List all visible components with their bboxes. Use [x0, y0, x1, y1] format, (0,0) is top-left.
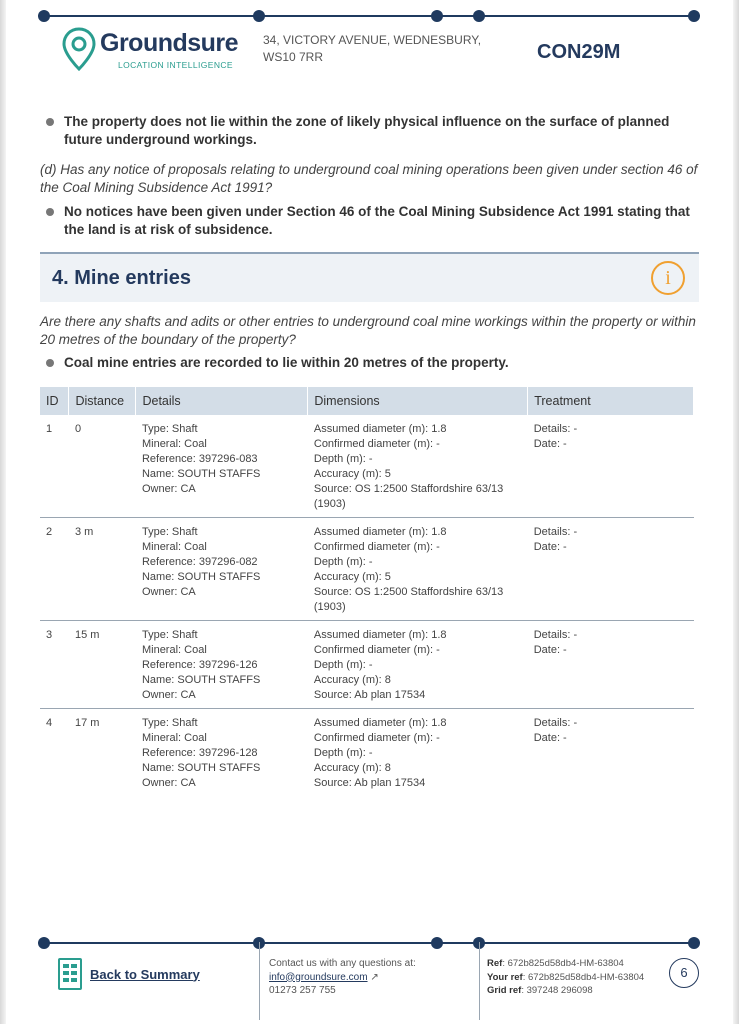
- external-link-icon: ↗: [370, 971, 379, 983]
- header-timeline: [44, 9, 694, 23]
- detail-line: Reference: 397296-128: [141, 747, 258, 759]
- dimension-line: Confirmed diameter (m): -: [313, 644, 440, 656]
- detail-line: Reference: 397296-083: [141, 453, 258, 465]
- cell-distance: 3 m: [69, 518, 136, 621]
- grid-ref-label: Grid ref: [487, 985, 522, 996]
- page-number: 6: [669, 958, 699, 988]
- contact-info: [269, 957, 469, 998]
- cell-id: 4: [46, 717, 53, 729]
- cell-treatment: [528, 415, 694, 518]
- your-ref-value: : 672b825d58db4-HM-63804: [522, 971, 645, 983]
- your-ref-label: Your ref: [487, 971, 523, 983]
- cell-details: [136, 518, 308, 621]
- dimension-line: Depth (m): -: [313, 453, 373, 465]
- page-edge-left: [0, 0, 6, 1024]
- dimension-line: Assumed diameter (m): 1.8: [313, 526, 447, 538]
- bullet-entries-recorded: Coal mine entries are recorded to lie within 20 metres of the property.: [64, 354, 694, 372]
- back-to-summary-label: Back to Summary: [90, 966, 200, 982]
- treatment-line: Date: -: [533, 644, 567, 656]
- treatment-line: Details: -: [533, 717, 578, 729]
- cell-dimensions: [308, 621, 528, 709]
- footer-timeline: [44, 936, 694, 950]
- logo-tagline: LOCATION INTELLIGENCE: [118, 60, 233, 70]
- property-address: [263, 32, 493, 66]
- section-title: 4. Mine entries: [52, 267, 191, 289]
- detail-line: Type: Shaft: [141, 717, 198, 729]
- mine-entries-table: [40, 387, 694, 796]
- dimension-line: Accuracy (m): 8: [313, 674, 391, 686]
- section-header-mine-entries: [40, 252, 699, 302]
- dimension-line: Accuracy (m): 8: [313, 762, 391, 774]
- detail-line: Name: SOUTH STAFFS: [141, 571, 261, 583]
- dimension-line: Source: Ab plan 17534: [313, 689, 426, 701]
- detail-line: Owner: CA: [141, 689, 196, 701]
- cell-distance: 15 m: [69, 621, 136, 709]
- column-header-details: Details: [136, 387, 308, 415]
- location-pin-icon: [62, 27, 96, 71]
- dimension-line: Source: OS 1:2500 Staffordshire 63/13 (1903): [313, 483, 504, 510]
- dimension-line: Confirmed diameter (m): -: [313, 732, 440, 744]
- cell-treatment: [528, 518, 694, 621]
- dimension-line: Accuracy (m): 5: [313, 468, 391, 480]
- dimension-line: Source: Ab plan 17534: [313, 777, 426, 789]
- detail-line: Mineral: Coal: [141, 732, 207, 744]
- phone-number: 01273 257 755: [269, 985, 336, 996]
- page-edge-right: [733, 0, 739, 1024]
- question-mine-entries: Are there any shafts and adits or other entries to underground coal mine workings within the property or within 20 metres of the boundary of the property?: [40, 314, 696, 347]
- treatment-line: Date: -: [533, 732, 567, 744]
- dimension-line: Depth (m): -: [313, 556, 373, 568]
- column-header-id: ID: [40, 387, 69, 415]
- address-line-2: WS10 7RR: [263, 50, 324, 64]
- dimension-line: Accuracy (m): 5: [313, 571, 391, 583]
- ref-value: : 672b825d58db4-HM-63804: [502, 958, 624, 969]
- table-row: [40, 415, 694, 518]
- bullet-planned-workings: The property does not lie within the zone of likely physical influence on the surface of planned future underground workings.: [64, 113, 694, 149]
- table-row: [40, 709, 694, 797]
- groundsure-logo: [62, 27, 252, 73]
- treatment-line: Date: -: [533, 438, 567, 450]
- bullet-no-notices: No notices have been given under Section 46 of the Coal Mining Subsidence Act 1991 stating that the land is at risk of subsidence.: [64, 203, 694, 239]
- table-header-row: [40, 387, 694, 415]
- logo-wordmark: Groundsure: [100, 29, 239, 57]
- detail-line: Name: SOUTH STAFFS: [141, 674, 261, 686]
- summary-grid-icon: [58, 958, 82, 990]
- table-row: [40, 621, 694, 709]
- detail-line: Reference: 397296-126: [141, 659, 258, 671]
- reference-info: [487, 957, 667, 998]
- address-line-1: 34, VICTORY AVENUE, WEDNESBURY,: [263, 33, 482, 47]
- dimension-line: Depth (m): -: [313, 747, 373, 759]
- dimension-line: Assumed diameter (m): 1.8: [313, 423, 447, 435]
- dimension-line: Source: OS 1:2500 Staffordshire 63/13 (1903): [313, 586, 504, 613]
- detail-line: Type: Shaft: [141, 526, 198, 538]
- detail-line: Name: SOUTH STAFFS: [141, 762, 261, 774]
- cell-details: [136, 709, 308, 797]
- cell-treatment: [528, 709, 694, 797]
- detail-line: Type: Shaft: [141, 629, 198, 641]
- dimension-line: Depth (m): -: [313, 659, 373, 671]
- cell-dimensions: [308, 518, 528, 621]
- treatment-line: Details: -: [533, 629, 578, 641]
- dimension-line: Assumed diameter (m): 1.8: [313, 629, 447, 641]
- cell-treatment: [528, 621, 694, 709]
- dimension-line: Confirmed diameter (m): -: [313, 438, 440, 450]
- column-header-distance: Distance: [69, 387, 136, 415]
- cell-id: 2: [40, 518, 69, 621]
- email-link[interactable]: info@groundsure.com: [269, 971, 368, 983]
- detail-line: Mineral: Coal: [141, 438, 207, 450]
- treatment-line: Details: -: [533, 423, 578, 435]
- ref-label: Ref: [487, 958, 503, 969]
- cell-dimensions: [308, 415, 528, 518]
- cell-dimensions: [308, 709, 528, 797]
- contact-prompt: Contact us with any questions at:: [269, 958, 416, 969]
- footer-divider: [479, 942, 480, 1020]
- detail-line: Owner: CA: [141, 483, 196, 495]
- table-row: [40, 518, 694, 621]
- grid-ref-value: : 397248 296098: [521, 985, 593, 996]
- document-code: CON29M: [537, 41, 621, 63]
- treatment-line: Date: -: [533, 541, 567, 553]
- column-header-dimensions: Dimensions: [308, 387, 528, 415]
- cell-details: [136, 415, 308, 518]
- detail-line: Type: Shaft: [141, 423, 198, 435]
- detail-line: Reference: 397296-082: [141, 556, 258, 568]
- question-section-46: (d) Has any notice of proposals relating to underground coal mining operations been given under section 46 of the Coal Mining Subsidence Act 1991?: [40, 162, 698, 195]
- cell-distance: 0: [69, 415, 136, 518]
- info-icon[interactable]: i: [651, 261, 685, 295]
- cell-id: 1: [40, 415, 69, 518]
- detail-line: Mineral: Coal: [141, 644, 207, 656]
- cell-distance: 17 m: [74, 717, 100, 729]
- detail-line: Name: SOUTH STAFFS: [141, 468, 261, 480]
- dimension-line: Assumed diameter (m): 1.8: [313, 717, 447, 729]
- detail-line: Owner: CA: [141, 777, 196, 789]
- cell-id: 3: [40, 621, 69, 709]
- cell-details: [136, 621, 308, 709]
- footer-divider: [259, 942, 260, 1020]
- detail-line: Mineral: Coal: [141, 541, 207, 553]
- back-to-summary-link[interactable]: [58, 958, 200, 990]
- column-header-treatment: Treatment: [528, 387, 694, 415]
- detail-line: Owner: CA: [141, 586, 196, 598]
- dimension-line: Confirmed diameter (m): -: [313, 541, 440, 553]
- treatment-line: Details: -: [533, 526, 578, 538]
